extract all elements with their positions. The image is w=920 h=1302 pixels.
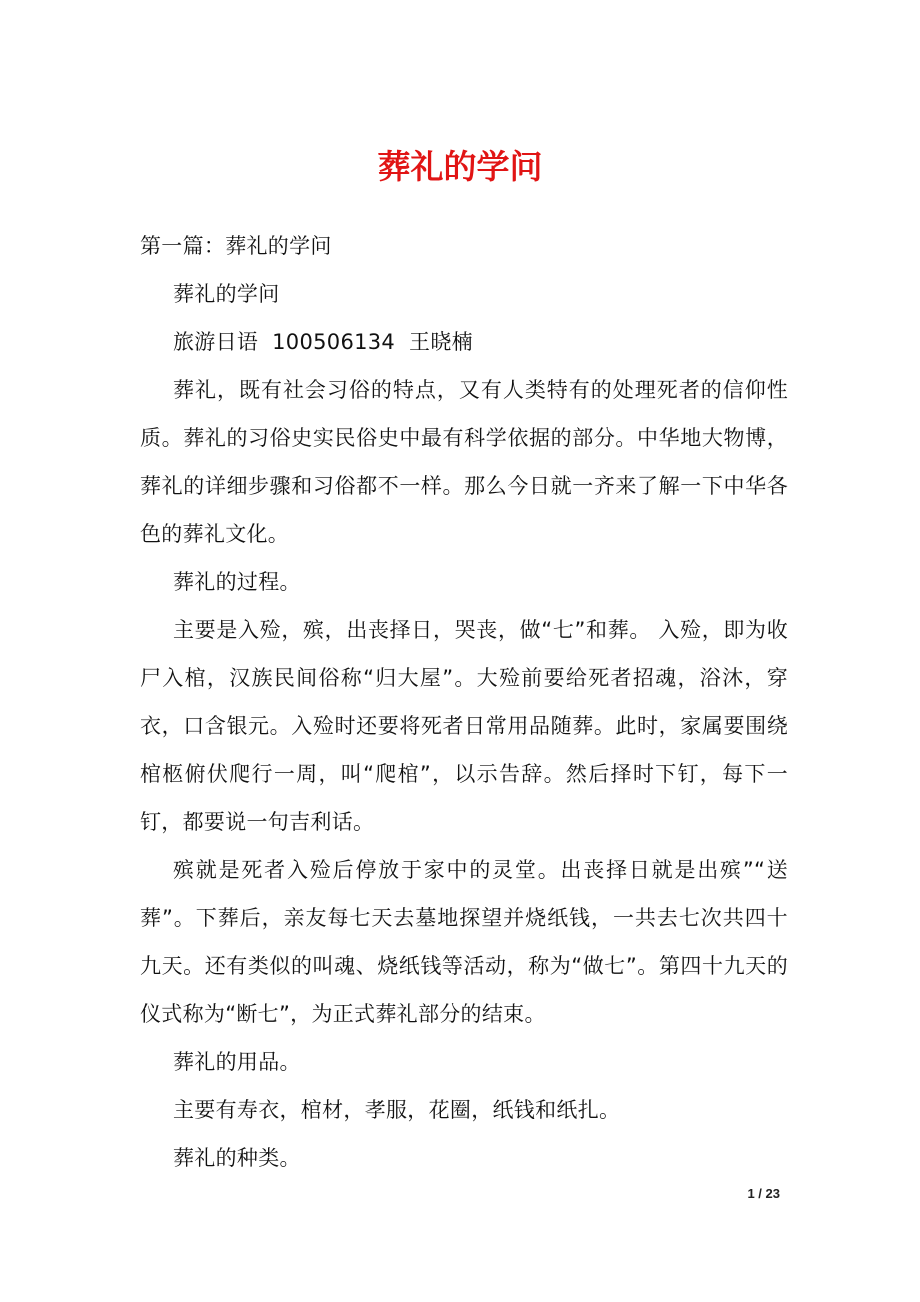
paragraph-supplies: 主要有寿衣，棺材，孝服，花圈，纸钱和纸扎。 — [173, 1098, 621, 1122]
subheading-types: 葬礼的种类。 — [173, 1146, 301, 1170]
author-line: 旅游日语 100506134 王晓楠 — [173, 330, 473, 354]
document-title: 葬礼的学问 — [377, 147, 543, 186]
subheading-supplies: 葬礼的用品。 — [173, 1050, 301, 1074]
document-body — [140, 222, 788, 1182]
subheading-process: 葬礼的过程。 — [173, 570, 301, 594]
section-heading: 第一篇：葬礼的学问 — [140, 234, 332, 258]
paragraph-process: 主要是入殓，殡，出丧择日，哭丧，做“七”和葬。 入殓，即为收尸入棺，汉族民间俗称“归大屋”。大殓前要给死者招魂，浴沐，穿衣，口含银元。入殓时还要将死者日常用品随葬。此时，家属要围绕棺柩俯伏爬行一周，叫“爬棺”，以示告辞。然后择时下钉，每下一钉，都要说一句吉利话。 — [140, 618, 788, 834]
subtitle: 葬礼的学问 — [173, 282, 280, 306]
paragraph-intro: 葬礼，既有社会习俗的特点，又有人类特有的处理死者的信仰性质。葬礼的习俗史实民俗史中最有科学依据的部分。中华地大物博，葬礼的详细步骤和习俗都不一样。那么今日就一齐来了解一下中华各色的葬礼文化。 — [140, 378, 788, 546]
page-indicator: 1 / 23 — [747, 1186, 780, 1201]
paragraph-funeral-home: 殡就是死者入殓后停放于家中的灵堂。出丧择日就是出殡”“送葬”。下葬后，亲友每七天去墓地探望并烧纸钱，一共去七次共四十九天。还有类似的叫魂、烧纸钱等活动，称为“做七”。第四十九天的仪式称为“断七”，为正式葬礼部分的结束。 — [140, 858, 788, 1026]
